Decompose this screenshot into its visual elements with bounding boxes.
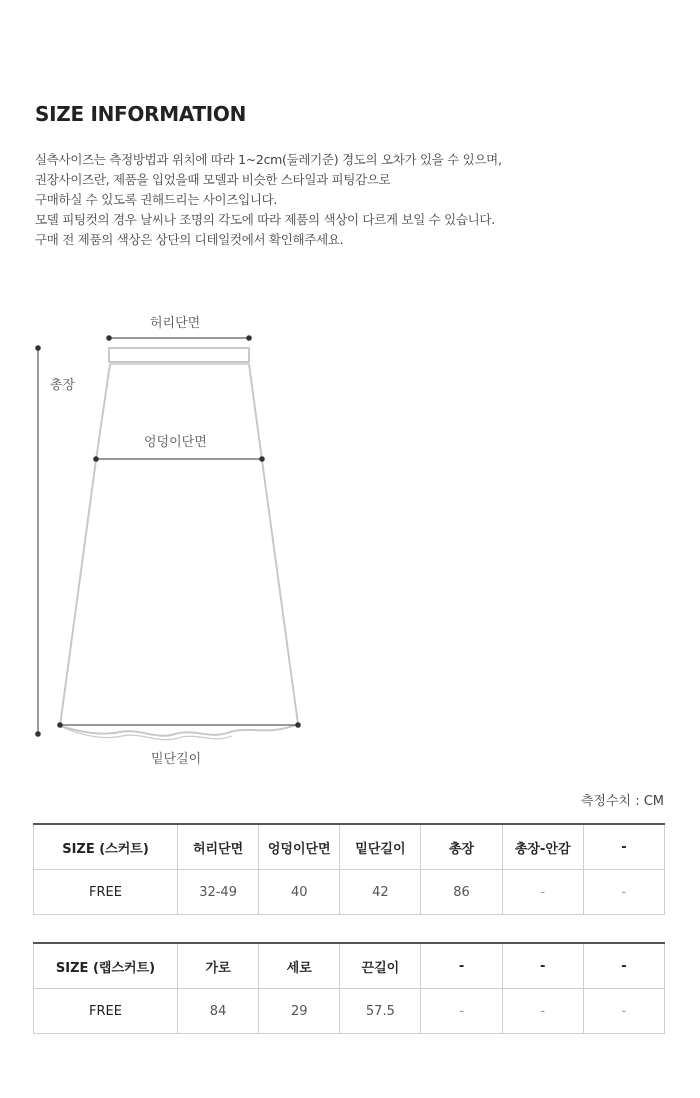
hip-label: 엉덩이단면: [144, 435, 207, 450]
measurement-lines: [36, 336, 301, 737]
header-cell: SIZE (랩스커트): [34, 943, 178, 989]
header-cell: -: [421, 943, 502, 989]
header-cell: -: [583, 943, 664, 989]
length-label: 총장: [50, 378, 76, 393]
header-cell: 엉덩이단면: [259, 824, 340, 870]
skirt-size-table: [33, 823, 665, 915]
table-cell: 29: [259, 989, 340, 1034]
header-cell: 세로: [259, 943, 340, 989]
table-cell: -: [502, 870, 583, 915]
hem-label: 밑단길이: [151, 752, 202, 767]
skirt-measurement-diagram: [0, 300, 700, 780]
unit-note: 측정수치 : CM: [580, 794, 664, 809]
table-row: [34, 870, 665, 915]
table-cell: 84: [178, 989, 259, 1034]
table-cell: 42: [340, 870, 421, 915]
notice-line: 구매하실 수 있도록 권해드리는 사이즈입니다.: [35, 192, 278, 207]
wrap-skirt-size-table: [33, 942, 665, 1034]
skirt-diagram-svg: [0, 300, 700, 780]
size-cell: FREE: [34, 989, 178, 1034]
header-cell: 끈길이: [340, 943, 421, 989]
table-cell: 40: [259, 870, 340, 915]
notice-line: 실측사이즈는 측정방법과 위치에 따라 1~2cm(둘레기준) 경도의 오차가 있을 수 있으며,: [35, 152, 502, 167]
skirt-waistband: [109, 348, 249, 362]
table-cell: 32-49: [178, 870, 259, 915]
header-cell: 총장: [421, 824, 502, 870]
skirt-hem: [60, 724, 298, 736]
skirt-illustration: [60, 348, 298, 740]
skirt-right-edge: [249, 364, 298, 724]
table-cell: 57.5: [340, 989, 421, 1034]
header-cell: 총장-안감: [502, 824, 583, 870]
table-cell: -: [502, 989, 583, 1034]
table-cell: 86: [421, 870, 502, 915]
header-cell: SIZE (스커트): [34, 824, 178, 870]
page-title: SIZE INFORMATION: [35, 102, 247, 126]
table-row: [34, 989, 665, 1034]
size-cell: FREE: [34, 870, 178, 915]
notice-line: 구매 전 제품의 색상은 상단의 디테일컷에서 확인해주세요.: [35, 232, 344, 247]
notice-line: 권장사이즈란, 제품을 입었을때 모델과 비슷한 스타일과 피팅감으로: [35, 172, 391, 187]
header-cell: 허리단면: [178, 824, 259, 870]
header-cell: -: [583, 824, 664, 870]
header-cell: -: [502, 943, 583, 989]
skirt-left-edge: [60, 364, 110, 726]
table-cell: -: [421, 989, 502, 1034]
table-header-row: [34, 943, 665, 989]
table-cell: -: [583, 989, 664, 1034]
header-cell: 가로: [178, 943, 259, 989]
waist-label: 허리단면: [150, 316, 201, 331]
size-notice: [35, 150, 675, 250]
table-header-row: [34, 824, 665, 870]
table-cell: -: [583, 870, 664, 915]
header-cell: 밑단길이: [340, 824, 421, 870]
notice-line: 모델 피팅컷의 경우 날씨나 조명의 각도에 따라 제품의 색상이 다르게 보일 수 있습니다.: [35, 212, 495, 227]
